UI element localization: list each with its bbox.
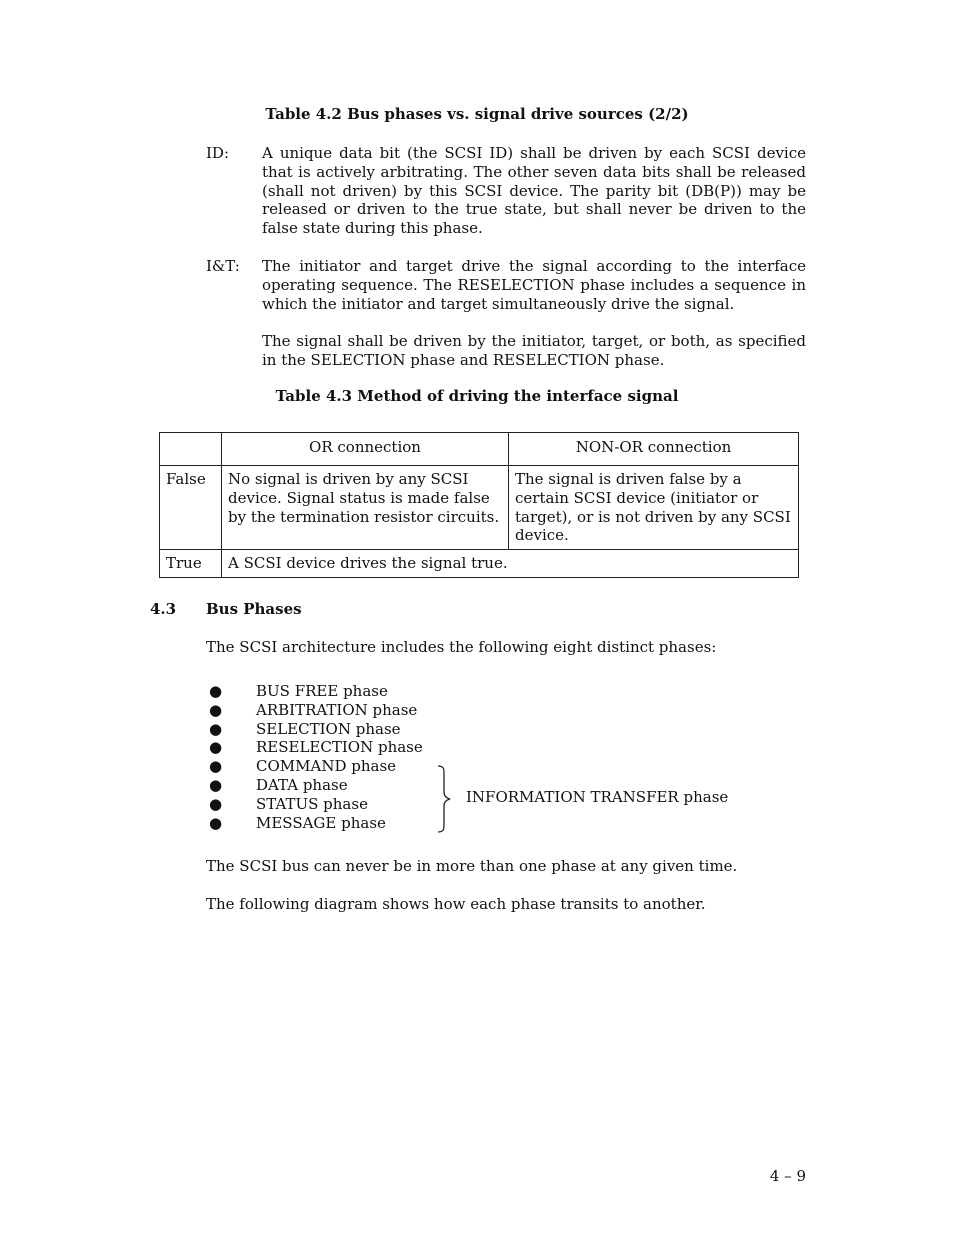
- section-intro: The SCSI architecture includes the following eight distinct phases:: [206, 638, 717, 656]
- bullet-icon: ●: [209, 775, 223, 794]
- cell-false-nonor: The signal is driven false by a certain SCSI device (initiator or target), or is not driven by any SCSI device.: [509, 466, 799, 550]
- paragraph-one-phase: The SCSI bus can never be in more than one phase at any given time.: [206, 857, 738, 875]
- list-item: [206, 757, 466, 776]
- list-item: [206, 814, 466, 833]
- phase-label: BUS FREE phase: [256, 682, 388, 700]
- cell-true-merged: A SCSI device drives the signal true.: [222, 550, 799, 578]
- list-item: [206, 682, 466, 701]
- section-number: 4.3: [150, 600, 177, 618]
- definition-text-id: A unique data bit (the SCSI ID) shall be driven by each SCSI device that is actively arbitrating. The other seven data bits shall be released (shall not driven) by this SCSI device. The parity bit (DB(P)) may be released or driven to the true state, but shall never be driven to the false state during this phase.: [262, 144, 806, 238]
- signal-drive-table: [159, 432, 799, 578]
- table-row-false: [160, 466, 799, 550]
- definition-text-it: The initiator and target drive the signal according to the interface operating sequence. The RESELECTION phase includes a sequence in which the initiator and target simultaneously drive the signal.: [262, 257, 806, 313]
- definition-term-id: ID:: [206, 144, 230, 162]
- table-header-or: OR connection: [222, 433, 509, 466]
- bullet-icon: ●: [209, 738, 223, 757]
- phase-label: RESELECTION phase: [256, 738, 423, 757]
- table-4-3-caption: Table 4.3 Method of driving the interface signal: [275, 387, 679, 405]
- table-4-2-caption: Table 4.2 Bus phases vs. signal drive sources (2/2): [265, 105, 689, 123]
- table-header-empty: [160, 433, 222, 466]
- definition-term-it: I&T:: [206, 257, 240, 275]
- bullet-icon: ●: [209, 813, 223, 832]
- information-transfer-label: INFORMATION TRANSFER phase: [466, 788, 729, 806]
- cell-false-or: No signal is driven by any SCSI device. Signal status is made false by the termination resistor circuits.: [222, 466, 509, 550]
- row-label-false: False: [160, 466, 222, 550]
- list-item: [206, 795, 466, 814]
- list-item: [206, 720, 466, 739]
- bullet-icon: ●: [209, 719, 223, 738]
- row-label-true: True: [160, 550, 222, 578]
- phase-label: DATA phase: [256, 775, 348, 794]
- right-brace-icon: [436, 764, 454, 834]
- table-header-nonor: NON-OR connection: [509, 433, 799, 466]
- phase-list: [206, 682, 466, 832]
- phase-label: MESSAGE phase: [256, 813, 386, 832]
- bullet-icon: ●: [209, 700, 223, 719]
- phase-label: STATUS phase: [256, 794, 368, 813]
- phase-label: COMMAND phase: [256, 757, 397, 776]
- phase-label: SELECTION phase: [256, 719, 401, 738]
- bullet-icon: ●: [209, 794, 223, 813]
- definition-text-it-2: The signal shall be driven by the initiator, target, or both, as specified in the SELECTION phase and RESELECTION phase.: [262, 332, 806, 369]
- list-item: [206, 701, 466, 720]
- list-item: [206, 776, 466, 795]
- table-row-true: [160, 550, 799, 578]
- page-number: 4 – 9: [769, 1167, 806, 1185]
- list-item: [206, 738, 466, 757]
- section-title: Bus Phases: [206, 600, 302, 618]
- bullet-icon: ●: [209, 757, 223, 776]
- bullet-icon: ●: [209, 682, 223, 700]
- paragraph-diagram-intro: The following diagram shows how each phase transits to another.: [206, 895, 706, 913]
- table-header-row: [160, 433, 799, 466]
- phase-label: ARBITRATION phase: [256, 700, 418, 719]
